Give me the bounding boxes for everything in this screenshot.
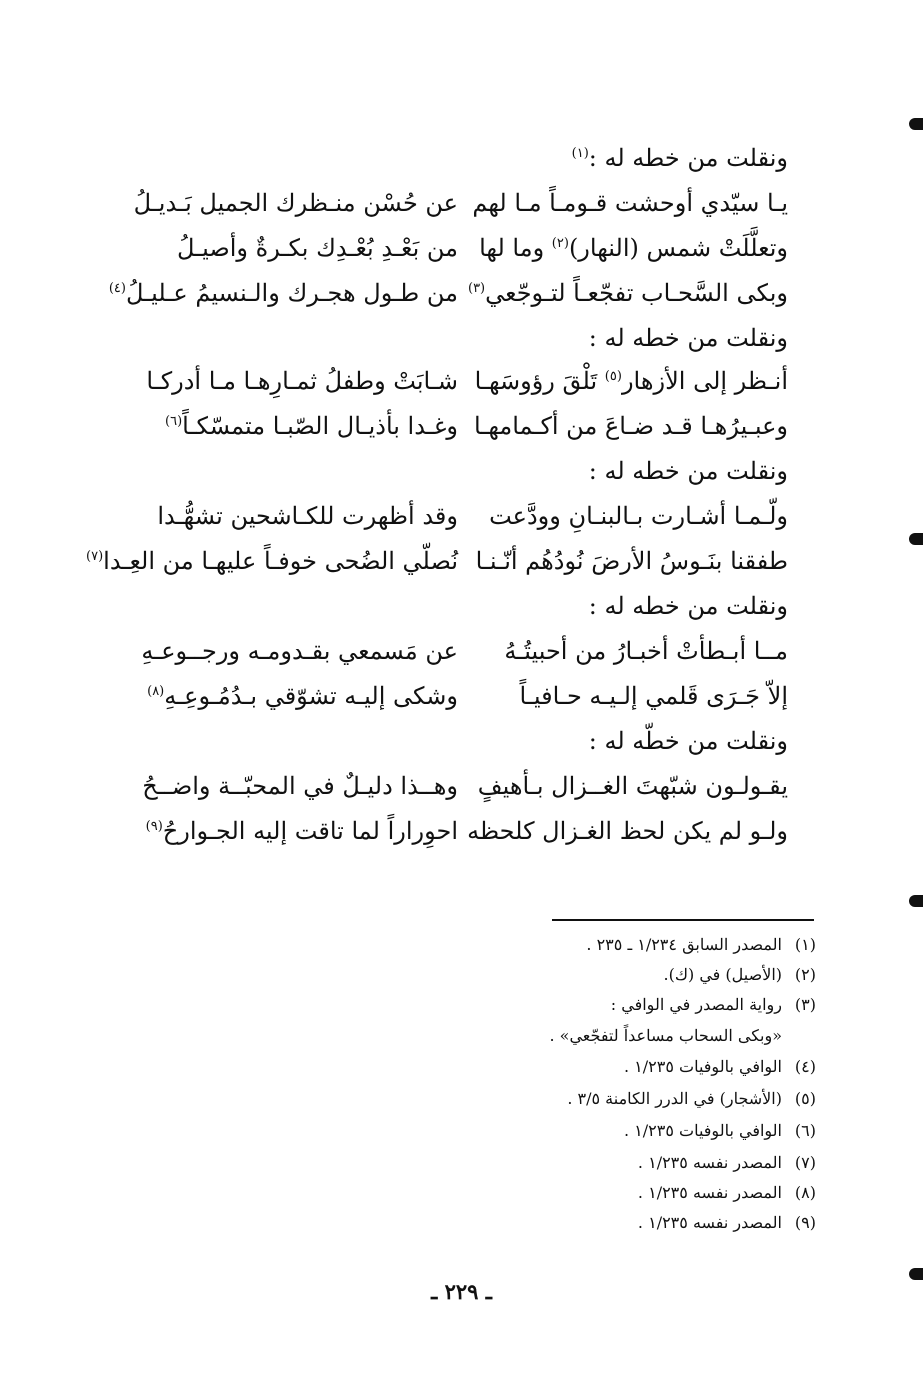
verse-second-hemistich: شـابَتْ وطفلُ ثمـارِهـا مـا أدركـا xyxy=(146,367,458,395)
footnote: (٨)المصدر نفسه ١/٢٣٥ . xyxy=(637,1183,816,1202)
scan-edge-mark xyxy=(909,533,923,545)
footnote-divider xyxy=(552,919,814,921)
verse-first-hemistich: وتعلَّلَتْ شمس (النهار)$^{(٢)}$ وما لها xyxy=(479,234,788,262)
verse-first-hemistich: وبكى السَّحـاب تفجّعـاً لتـوجّعي$^{(٣)}$ xyxy=(467,279,788,307)
verse-first-hemistich: طفقنا بنَـوسُ الأرضَ نُودُهُم أنّـنـا xyxy=(475,547,788,575)
verse-first-hemistich: يـا سيّدي أوحشت قـومـاً مـا لهم xyxy=(472,189,788,217)
footnote-continuation: «وبكى السحاب مساعداً لتفجّعي» . xyxy=(549,1026,782,1045)
verse-second-hemistich: احوِراراً لما تاقت إليه الجـوارحُ$^{(٩)}$ xyxy=(145,817,458,845)
verse-first-hemistich: أنـظر إلى الأزهار$^{(٥)}$ تَلْقَ رؤوسَهـا xyxy=(474,367,788,395)
verse-first-hemistich: وعبـيرُهـا قـد ضـاعَ من أكـمامهـا xyxy=(473,412,788,440)
verse-first-hemistich: إلاّ جَـرَى قَلمي إلـيـه حـافيـاً xyxy=(519,682,788,710)
footnote: (٤)الوافي بالوفيات ١/٢٣٥ . xyxy=(623,1057,816,1076)
verse-first-hemistich: ولـو لم يكن لحظ الغـزال كلحظه xyxy=(467,817,788,845)
verse-first-hemistich: مــا أبـطأتْ أخبـارُ من أحبيتُـهُ xyxy=(504,637,788,665)
verse-second-hemistich: وهــذا دليـلٌ في المحبّــة واضــحُ xyxy=(142,772,458,800)
footnote: (٢)(الأصيل) في (ك). xyxy=(663,965,816,984)
verse-first-hemistich: ولّـمـا أشـارت بـالبنـانِ وودَّعت xyxy=(489,502,788,530)
verse-second-hemistich: من طـول هجـرك والـنسيمُ عـليـلُ$^{(٤)}$ xyxy=(108,279,458,307)
scan-edge-mark xyxy=(909,118,923,130)
verse-second-hemistich: وغـدا بأذيـال الصّبـا متمسّكـاً$^{(٦)}$ xyxy=(165,412,458,440)
footnote: (٩)المصدر نفسه ١/٢٣٥ . xyxy=(637,1213,816,1232)
poem-intro: ونقلت من خطه له : xyxy=(588,592,788,620)
footnote: (١)المصدر السابق ١/٢٣٤ ـ ٢٣٥ . xyxy=(586,935,816,954)
poem-intro: ونقلت من خطّه له : xyxy=(588,727,788,755)
poem-intro: ونقلت من خطه له : xyxy=(588,324,788,352)
scan-edge-mark xyxy=(909,895,923,907)
footnote: (٣)رواية المصدر في الوافي : xyxy=(610,995,816,1014)
verse-second-hemistich: عن حُسْن منـظرك الجميل بَـديـلُ xyxy=(133,189,458,217)
verse-second-hemistich: عن مَسمعي بقـدومـه ورجــوعـهِ xyxy=(141,637,458,665)
verse-second-hemistich: وشكى إليـه تشوّقي بـدُمُـوعِـهِ$^{(٨)}$ xyxy=(147,682,458,710)
scan-edge-mark xyxy=(909,1268,923,1280)
footnote: (٦)الوافي بالوفيات ١/٢٣٥ . xyxy=(623,1121,816,1140)
verse-second-hemistich: وقد أظهرت للكـاشحين تشهُّـدا xyxy=(157,502,458,530)
poem-intro: ونقلت من خطه له :$^{(١)}$ xyxy=(571,144,788,172)
poem-intro: ونقلت من خطه له : xyxy=(588,457,788,485)
verse-second-hemistich: من بَعْـدِ بُعْـدِك بكـرةٌ وأصيـلُ xyxy=(176,234,458,262)
footnote: (٥)(الأشجار) في الدرر الكامنة ٣/٥ . xyxy=(567,1089,816,1108)
verse-first-hemistich: يقـولـون شبّهتَ الغــزال بـأهيفٍ xyxy=(477,772,788,800)
footnote: (٧)المصدر نفسه ١/٢٣٥ . xyxy=(637,1153,816,1172)
verse-second-hemistich: نُصلّي الضُحى خوفـاً عليهـا من العِـدا$^{(٧)}$ xyxy=(86,547,458,575)
page-number: ـ ٢٢٩ ـ xyxy=(431,1279,492,1304)
